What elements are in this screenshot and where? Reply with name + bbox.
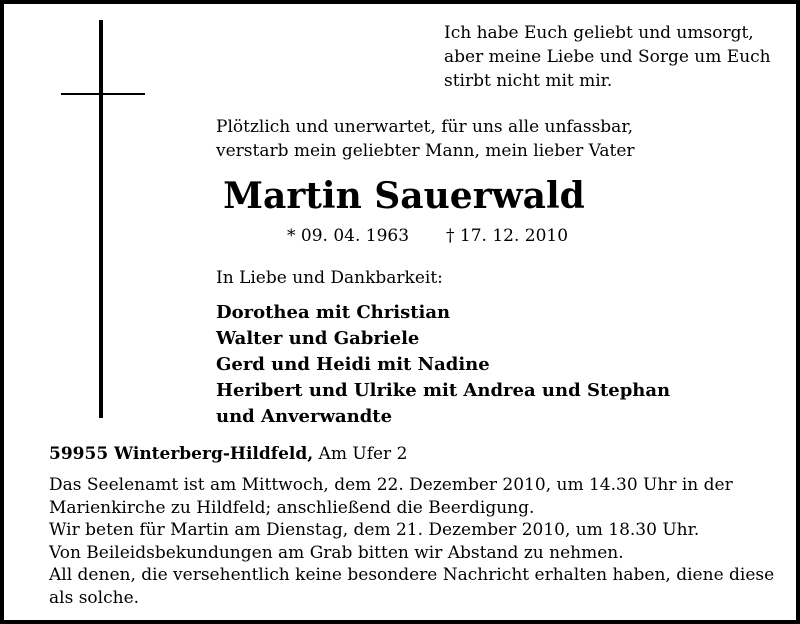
address-city: 59955 Winterberg-Hildfeld,	[49, 444, 314, 464]
verse-line: stirbt nicht mit mir.	[444, 71, 613, 91]
verse-line: Ich habe Euch geliebt und umsorgt,	[444, 23, 754, 43]
death-date: † 17. 12. 2010	[446, 226, 569, 246]
info-line: Von Beileidsbekundungen am Grab bitten wir Abstand zu nehmen.	[49, 542, 624, 563]
family-address	[49, 442, 407, 466]
intro-line: verstarb mein geliebter Mann, mein lieber Vater	[216, 141, 635, 161]
intro-text	[216, 115, 635, 163]
intro-line: Plötzlich und unerwartet, für uns alle unfassbar,	[216, 117, 633, 137]
verse-line: aber meine Liebe und Sorge um Euch	[444, 47, 771, 67]
deceased-name: Martin Sauerwald	[223, 175, 585, 217]
info-line: als solche.	[49, 587, 140, 608]
cross-crossbar	[61, 93, 145, 95]
mourner-entry: Heribert und Ulrike mit Andrea und Stephan	[216, 380, 671, 401]
memorial-verse	[444, 21, 771, 93]
service-information	[49, 474, 774, 609]
info-line: Wir beten für Martin am Dienstag, dem 21. Dezember 2010, um 18.30 Uhr.	[49, 520, 700, 540]
birth-date: * 09. 04. 1963	[287, 226, 410, 246]
address-street: Am Ufer 2	[313, 444, 408, 464]
cross-icon	[99, 20, 103, 418]
mourners-list	[216, 300, 670, 430]
info-line: Marienkirche zu Hildfeld; anschließend die Beerdigung.	[49, 497, 535, 518]
mourner-entry: Gerd und Heidi mit Nadine	[216, 354, 490, 375]
mourner-entry: und Anverwandte	[216, 406, 393, 427]
info-line: Das Seelenamt ist am Mittwoch, dem 22. Dezember 2010, um 14.30 Uhr in der	[49, 475, 733, 495]
gratitude-line: In Liebe und Dankbarkeit:	[216, 268, 443, 288]
info-line: All denen, die versehentlich keine besondere Nachricht erhalten haben, diene diese	[49, 565, 775, 585]
mourner-entry: Dorothea mit Christian	[216, 302, 451, 323]
mourner-entry: Walter und Gabriele	[216, 328, 420, 349]
